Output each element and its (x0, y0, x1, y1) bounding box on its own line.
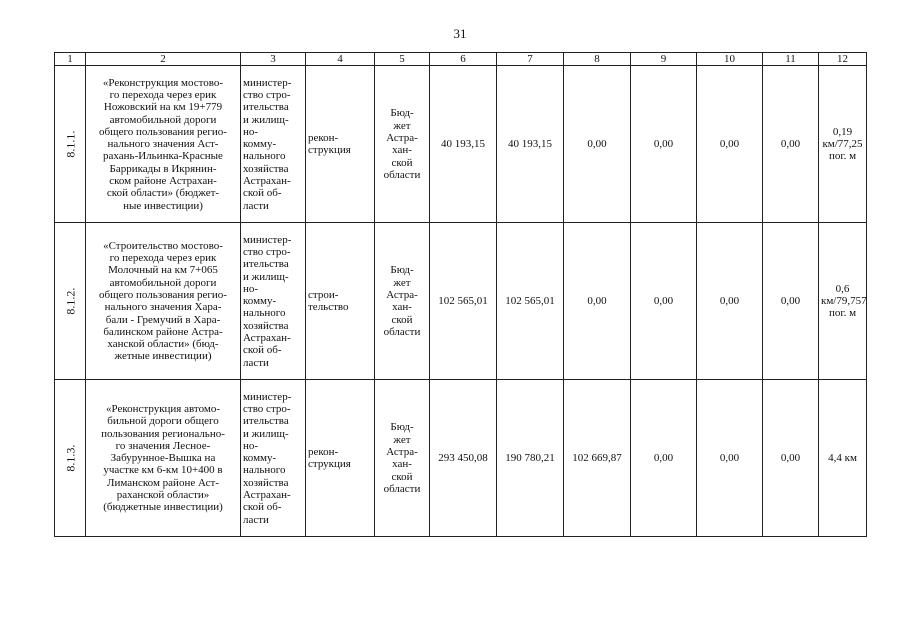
column-header: 6 (430, 53, 497, 66)
row-number: 8.1.1. (63, 130, 78, 158)
value-cell-8: 0,00 (564, 223, 631, 380)
column-header: 1 (55, 53, 86, 66)
value-cell-8: 0,00 (564, 66, 631, 223)
column-header: 7 (497, 53, 564, 66)
column-header: 11 (763, 53, 819, 66)
column-header: 9 (631, 53, 697, 66)
work-type-cell: строи- тельство (306, 223, 375, 380)
column-header: 8 (564, 53, 631, 66)
value-cell-6: 293 450,08 (430, 380, 497, 537)
value-cell-11: 0,00 (763, 223, 819, 380)
table-row (55, 66, 867, 223)
table-row (55, 223, 867, 380)
program-table (54, 52, 867, 537)
table-row (55, 380, 867, 537)
column-header: 4 (306, 53, 375, 66)
value-cell-10: 0,00 (697, 66, 763, 223)
value-cell-6: 40 193,15 (430, 66, 497, 223)
value-cell-7: 102 565,01 (497, 223, 564, 380)
column-header: 10 (697, 53, 763, 66)
value-cell-7: 190 780,21 (497, 380, 564, 537)
value-cell-6: 102 565,01 (430, 223, 497, 380)
column-header: 12 (819, 53, 867, 66)
funding-source-cell: Бюд- жет Астра- хан- ской области (375, 380, 430, 537)
value-cell-9: 0,00 (631, 66, 697, 223)
object-name-cell: «Реконструкция мостово- го перехода через ерик Ножовский на км 19+779 автомобильной дороги общего пользования регио- нального значения Аст- рахань-Ильинка-Красные Баррикады в Икрянин- ском районе Астрахан- ской области» (бюджет- ные инвестиции) (86, 66, 241, 223)
work-type-cell: рекон- струкция (306, 380, 375, 537)
value-cell-8: 102 669,87 (564, 380, 631, 537)
column-header: 5 (375, 53, 430, 66)
row-number: 8.1.3. (63, 444, 78, 472)
object-name-cell: «Реконструкция автомо- бильной дороги общего пользования регионально- го значения Лесное- Забурунное-Вышка на участке км 6-км 10+400 в Лиманском районе Аст- раханской области» (бюджетные инвестиции) (86, 380, 241, 537)
value-cell-10: 0,00 (697, 223, 763, 380)
capacity-cell: 0,19 км/77,25 пог. м (819, 66, 867, 223)
header-row (55, 53, 867, 66)
row-number-cell (55, 223, 86, 380)
value-cell-10: 0,00 (697, 380, 763, 537)
executor-cell: министер- ство стро- ительства и жилищ- но- комму- нального хозяйства Астрахан- ской об- ласти (241, 223, 306, 380)
row-number-cell (55, 380, 86, 537)
work-type-cell: рекон- струкция (306, 66, 375, 223)
value-cell-7: 40 193,15 (497, 66, 564, 223)
funding-source-cell: Бюд- жет Астра- хан- ской области (375, 223, 430, 380)
value-cell-11: 0,00 (763, 66, 819, 223)
value-cell-11: 0,00 (763, 380, 819, 537)
column-header: 3 (241, 53, 306, 66)
executor-cell: министер- ство стро- ительства и жилищ- но- комму- нального хозяйства Астрахан- ской об- ласти (241, 66, 306, 223)
funding-source-cell: Бюд- жет Астра- хан- ской области (375, 66, 430, 223)
page-number: 31 (453, 26, 467, 41)
object-name-cell: «Строительство мостово- го перехода через ерик Молочный на км 7+065 автомобильной дороги общего пользования регио- нального значения Хара- бали - Гремучий в Хара- балинском районе Астра- ханской области» (бюд- жетные инвестиции) (86, 223, 241, 380)
executor-cell: министер- ство стро- ительства и жилищ- но- комму- нального хозяйства Астрахан- ской об- ласти (241, 380, 306, 537)
value-cell-9: 0,00 (631, 223, 697, 380)
row-number-cell (55, 66, 86, 223)
capacity-cell: 4,4 км (819, 380, 867, 537)
column-header: 2 (86, 53, 241, 66)
capacity-cell: 0,6 км/79,757 пог. м (819, 223, 867, 380)
value-cell-9: 0,00 (631, 380, 697, 537)
row-number: 8.1.2. (63, 287, 78, 315)
